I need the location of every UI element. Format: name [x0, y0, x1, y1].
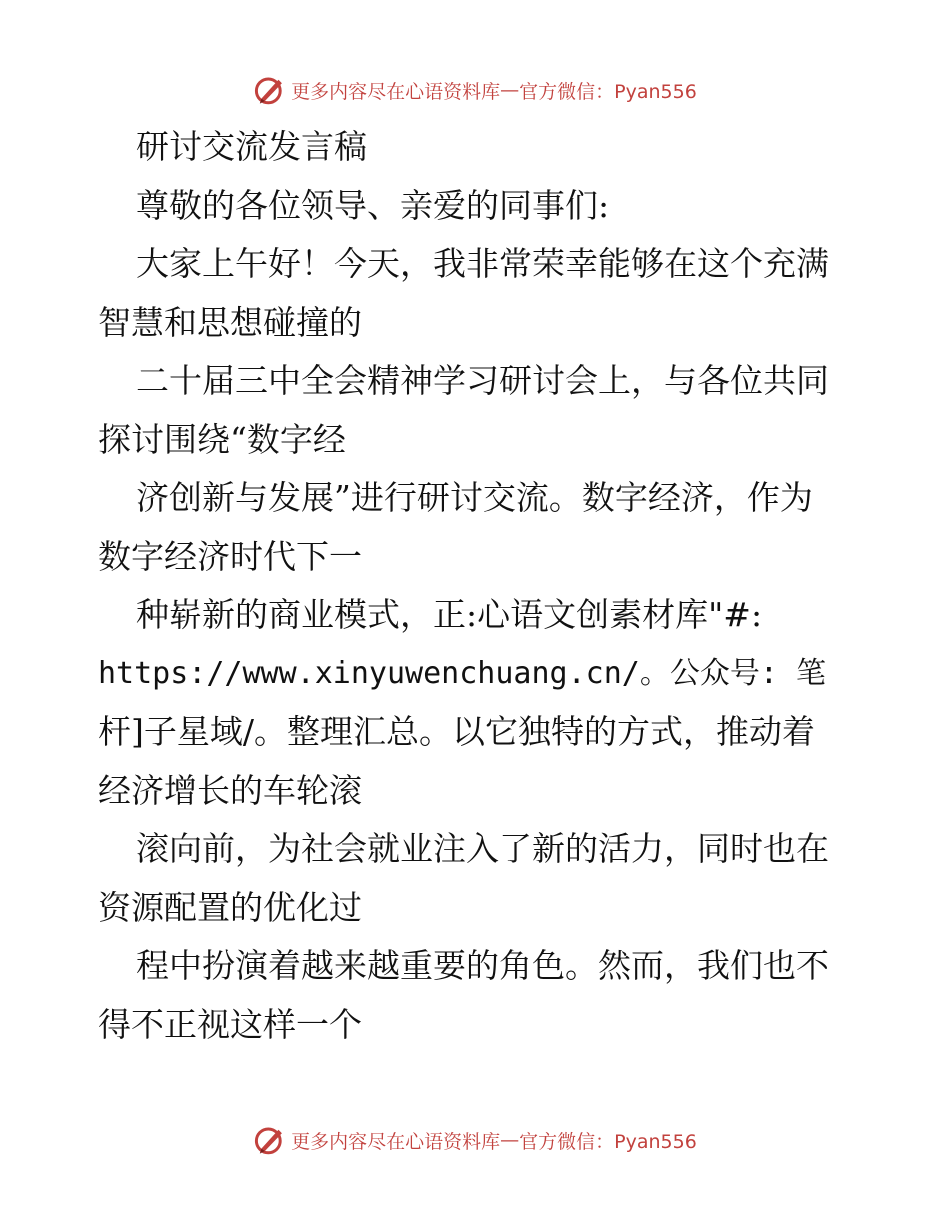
footer-banner [0, 1120, 950, 1160]
header-banner-text: 更多内容尽在心语资料库 [291, 80, 501, 103]
footer-banner-text: 更多内容尽在心语资料库 [291, 1130, 501, 1153]
footer-wechat-label: 官方微信：Pyan556 [519, 1130, 697, 1153]
footer-banner-separator: — [500, 1129, 520, 1151]
body-line: 得不正视这样一个 [98, 1004, 362, 1044]
header-banner [0, 70, 950, 110]
body-line: 程中扮演着越来越重要的角色。然而，我们也不 [136, 946, 829, 985]
body-line: 大家上午好！今天，我非常荣幸能够在这个充满 [136, 244, 829, 283]
body-line: 杆]子星域/。整理汇总。以它独特的方式，推动着 [98, 712, 815, 751]
body-line: 资源配置的优化过 [98, 887, 362, 927]
body-line: 智慧和思想碰撞的 [98, 302, 362, 342]
header-wechat-label: 官方微信：Pyan556 [519, 80, 697, 103]
salutation: 尊敬的各位领导、亲爱的同事们: [136, 185, 610, 225]
header-banner-separator: — [500, 79, 520, 101]
body-line: 滚向前，为社会就业注入了新的活力，同时也在 [136, 829, 829, 868]
document-title: 研讨交流发言稿 [136, 127, 367, 166]
pen-logo-icon [253, 1123, 287, 1157]
body-line: 经济增长的车轮滚 [98, 770, 362, 810]
body-line: 种崭新的商业模式，正:心语文创素材库"#: [136, 595, 763, 634]
document-body [98, 118, 858, 1054]
body-line-url: https://www.xinyuwenchuang.cn/。公众号: 笔 [98, 655, 826, 691]
body-line: 探讨围绕“数字经 [98, 419, 346, 459]
body-line: 济创新与发展”进行研讨交流。数字经济，作为 [136, 478, 813, 517]
body-line: 数字经济时代下一 [98, 536, 362, 576]
pen-logo-icon [253, 73, 287, 107]
body-line: 二十届三中全会精神学习研讨会上，与各位共同 [136, 361, 829, 400]
